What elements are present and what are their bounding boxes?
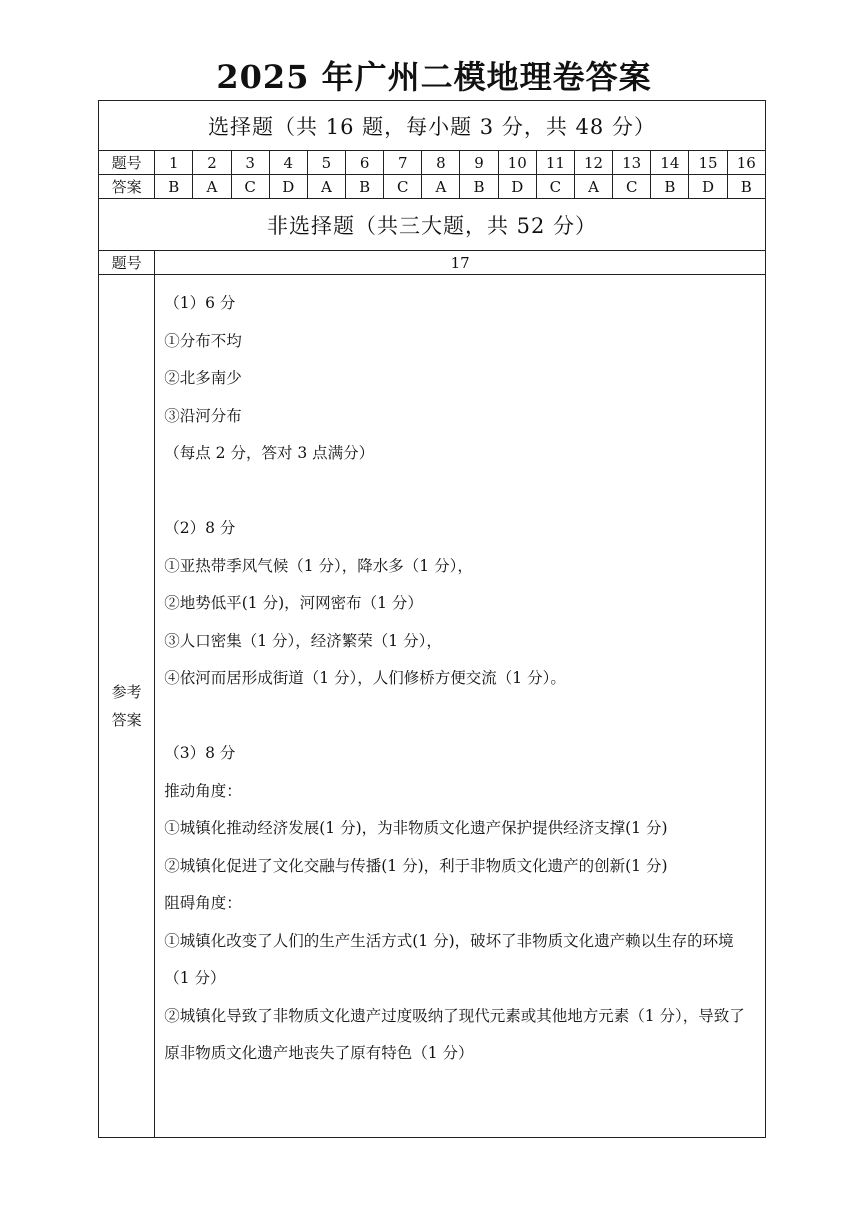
answer-cell: A bbox=[307, 175, 345, 199]
page-title: 2025 年广州二模地理卷答案 bbox=[216, 58, 652, 96]
part3-header: （3）8 分 bbox=[164, 744, 236, 762]
part2-line: ④依河而居形成街道（1 分），人们修桥方便交流（1 分）。 bbox=[164, 669, 566, 687]
question-number-cell: 2 bbox=[193, 151, 231, 175]
answer-cell: B bbox=[727, 175, 765, 199]
question-number-cell: 13 bbox=[613, 151, 651, 175]
part1-line: ③沿河分布 bbox=[164, 406, 242, 425]
part1-note: （每点 2 分，答对 3 点满分） bbox=[164, 444, 375, 462]
nonchoice-section-heading: 非选择题（共三大题，共 52 分） bbox=[99, 199, 766, 251]
question-number-cell: 5 bbox=[307, 151, 345, 175]
question-number-cell: 12 bbox=[574, 151, 612, 175]
hinder-title: 阻碍角度： bbox=[164, 894, 242, 912]
question-number-cell: 6 bbox=[346, 151, 384, 175]
row-label-question-number-2: 题号 bbox=[99, 251, 155, 275]
question-number-cell: 14 bbox=[651, 151, 689, 175]
answer-cell: A bbox=[422, 175, 460, 199]
answer-cell: A bbox=[574, 175, 612, 199]
hinder-point-2: ②城镇化导致了非物质文化遗产过度吸纳了现代元素或其他地方元素（1 分），导致了原非物质文化遗产地丧失了原有特色（1 分） bbox=[164, 1006, 745, 1062]
question-number-cell: 9 bbox=[460, 151, 498, 175]
question-number-cell: 11 bbox=[536, 151, 574, 175]
question-number-cell: 1 bbox=[155, 151, 193, 175]
answer-cell: C bbox=[536, 175, 574, 199]
answer-cell: B bbox=[651, 175, 689, 199]
row-label-question-number: 题号 bbox=[99, 151, 155, 175]
answer-cell: B bbox=[346, 175, 384, 199]
reference-answer-label bbox=[99, 275, 155, 1138]
part2-line: ③人口密集（1 分），经济繁荣（1 分）， bbox=[164, 631, 442, 650]
part2-line: ①亚热带季风气候（1 分），降水多（1 分）， bbox=[164, 556, 473, 575]
answer-cell: C bbox=[231, 175, 269, 199]
choice-section-heading: 选择题（共 16 题，每小题 3 分，共 48 分） bbox=[99, 101, 766, 151]
question-number-cell: 4 bbox=[269, 151, 307, 175]
question-number-17: 17 bbox=[155, 251, 766, 275]
reference-label-line2: 答案 bbox=[111, 711, 142, 729]
choice-number-row bbox=[99, 151, 766, 175]
part1-header: （1）6 分 bbox=[164, 294, 236, 312]
answer-cell: C bbox=[384, 175, 422, 199]
answer-cell: C bbox=[613, 175, 651, 199]
part2-header: （2）8 分 bbox=[164, 519, 236, 537]
answer-cell: A bbox=[193, 175, 231, 199]
choice-answer-row bbox=[99, 175, 766, 199]
part1-line: ②北多南少 bbox=[164, 369, 242, 387]
answer-cell: B bbox=[460, 175, 498, 199]
hinder-point-1: ①城镇化改变了人们的生产生活方式(1 分)，破坏了非物质文化遗产赖以生存的环境（1 分） bbox=[164, 931, 734, 987]
question-number-cell: 7 bbox=[384, 151, 422, 175]
question-number-cell: 10 bbox=[498, 151, 536, 175]
answer-cell: D bbox=[269, 175, 307, 199]
answer-table bbox=[98, 100, 766, 1138]
promote-point-2: ②城镇化促进了文化交融与传播(1 分)，利于非物质文化遗产的创新(1 分) bbox=[164, 856, 668, 875]
answer-cell: D bbox=[498, 175, 536, 199]
row-label-answer: 答案 bbox=[99, 175, 155, 199]
answer-cell: B bbox=[155, 175, 193, 199]
question-number-cell: 3 bbox=[231, 151, 269, 175]
reference-answer-content bbox=[155, 275, 766, 1138]
question-number-cell: 16 bbox=[727, 151, 765, 175]
question-number-cell: 15 bbox=[689, 151, 727, 175]
answer-cell: D bbox=[689, 175, 727, 199]
promote-title: 推动角度： bbox=[164, 781, 242, 800]
question-number-cell: 8 bbox=[422, 151, 460, 175]
part2-line: ②地势低平(1 分)，河网密布（1 分） bbox=[164, 594, 423, 612]
reference-label-line1: 参考 bbox=[111, 683, 142, 701]
promote-point-1: ①城镇化推动经济发展(1 分)，为非物质文化遗产保护提供经济支撑(1 分) bbox=[164, 819, 668, 837]
part1-line: ①分布不均 bbox=[164, 331, 242, 350]
